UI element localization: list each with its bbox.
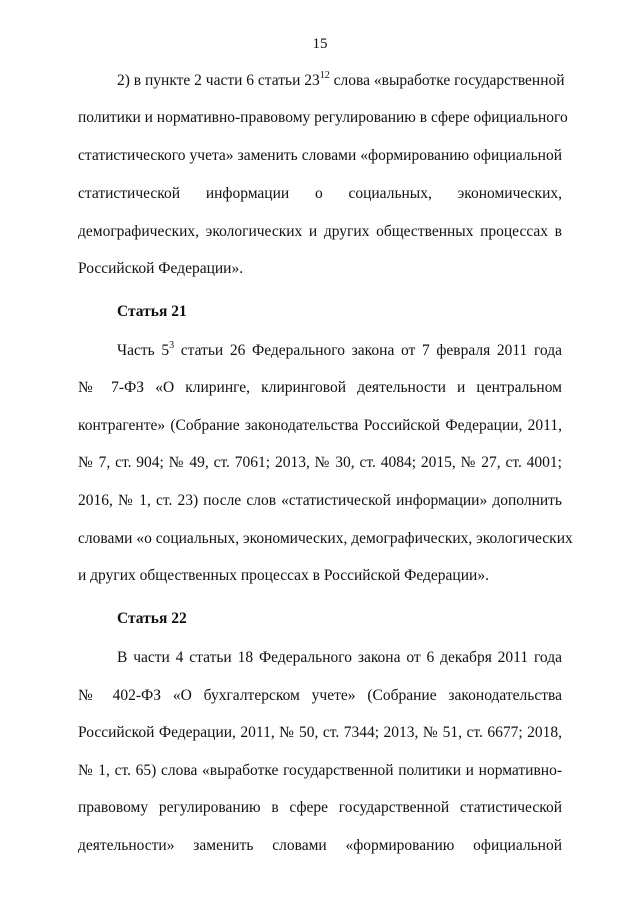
paragraph-line: деятельности» заменить словами «формированию официальной <box>78 837 562 854</box>
paragraph-line <box>117 69 565 91</box>
article-heading: Статья 21 <box>117 303 187 320</box>
paragraph-line: словами «о социальных, экономических, демографических, экологических <box>78 530 573 547</box>
paragraph-line: 2016, № 1, ст. 23) после слов «статистической информации» дополнить <box>78 492 562 509</box>
text-segment: слова «выработке государственной <box>329 72 565 89</box>
paragraph-line: статистического учета» заменить словами «формированию официальной <box>78 147 562 164</box>
paragraph-line: Российской Федерации». <box>78 260 244 277</box>
paragraph-line: № 7, ст. 904; № 49, ст. 7061; 2013, № 30, ст. 4084; 2015, № 27, ст. 4001; <box>78 454 562 471</box>
paragraph-line: и других общественных процессах в Российской Федерации». <box>78 567 489 584</box>
paragraph-line: В части 4 статьи 18 Федерального закона от 6 декабря 2011 года <box>117 649 562 666</box>
paragraph-line: политики и нормативно-правовому регулированию в сфере официального <box>78 109 568 126</box>
paragraph-line: Российской Федерации, 2011, № 50, ст. 7344; 2013, № 51, ст. 6677; 2018, <box>78 724 562 741</box>
article-heading: Статья 22 <box>117 610 187 627</box>
paragraph-line <box>117 341 562 361</box>
paragraph-line: № 402-ФЗ «О бухгалтерском учете» (Собрание законодательства <box>78 687 562 704</box>
superscript: 12 <box>319 69 330 81</box>
page-number: 15 <box>312 36 328 52</box>
text-segment: Часть 5 <box>117 342 170 359</box>
superscript: 3 <box>169 339 175 351</box>
text-segment: 2) в пункте 2 части 6 статьи 23 <box>117 72 320 89</box>
paragraph-line: контрагенте» (Собрание законодательства Российской Федерации, 2011, <box>78 417 562 434</box>
paragraph-line: демографических, экологических и других общественных процессах в <box>78 223 562 240</box>
paragraph-line: правовому регулированию в сфере государственной статистической <box>78 799 562 816</box>
paragraph-line: № 1, ст. 65) слова «выработке государственной политики и нормативно- <box>78 762 562 779</box>
paragraph-line: № 7-ФЗ «О клиринге, клиринговой деятельности и центральном <box>78 379 562 396</box>
paragraph-line: статистической информации о социальных, экономических, <box>78 185 562 202</box>
text-segment: статьи 26 Федерального закона от 7 февраля 2011 года <box>174 342 562 359</box>
